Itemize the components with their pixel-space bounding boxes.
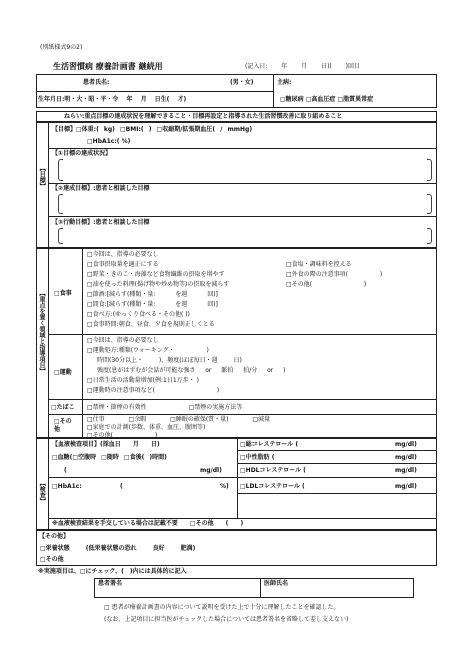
others-etc[interactable]: □その他	[40, 556, 64, 563]
nutrition-status[interactable]: □栄養状態 (低栄養状態の恐れ 良好 肥満)	[40, 545, 196, 552]
form-title: 生活習慣病 療養計画書 継続用	[53, 62, 163, 71]
patient-signature[interactable]: 患者署名	[98, 580, 123, 587]
total-cholesterol[interactable]: □総コレステロール (	[240, 441, 299, 448]
goal-hba1c[interactable]: □HbA1c:( %)	[87, 138, 131, 145]
achieve-status-label: 【①目標の達成状況】	[52, 150, 112, 157]
hba1c-label[interactable]: □HbA1c:	[52, 483, 82, 490]
diet-items	[87, 251, 229, 331]
exercise-item[interactable]: □運動時の注意事項など( )	[87, 387, 220, 394]
blood-test-title: 【血液検査項目】(採血日 月 日)	[52, 441, 160, 448]
diet-item[interactable]: □食事摂取量を適正にする	[87, 261, 159, 268]
goal-targets[interactable]: 【目標】□体重:( kg) □BMI:( ) □収縮期/拡張期血圧( / mmHg)	[52, 126, 253, 133]
total-cholesterol-unit: mg/dl)	[395, 441, 417, 448]
footer-note: ※実施項目は、□にチェック、( )内には具体的に記入	[38, 568, 187, 575]
consent-note: (なお、上記項目に担当医がチェックした場合については患者署名を省略して差し支えない)	[104, 616, 349, 623]
exercise-item[interactable]: □今回は、指導の必要なし	[87, 337, 159, 344]
other-items	[87, 416, 270, 440]
diet-item[interactable]: □油を使った料理(揚げ物や炒め物等)の摂取を減らす	[87, 281, 230, 288]
focus-side-label: 【重点を置く領域と指導項目】	[38, 290, 45, 374]
diet-label[interactable]: □食事	[54, 290, 72, 297]
exercise-item[interactable]: □運動処方:種類(ウォーキング・ )	[87, 347, 209, 354]
triglyceride-unit: mg/dl)	[395, 454, 417, 461]
hba1c-value-open: (	[120, 483, 123, 490]
tests-side-label: 【検査】	[38, 480, 46, 504]
hba1c-unit: %)	[220, 483, 229, 490]
record-date: (記入日: 年 月 日)( )回目	[245, 63, 361, 70]
aim-text: ねらい:重点目標の達成状況を理解できること・目標再設定と指導された生活習慣改善に取り組めること	[64, 113, 343, 120]
other-item[interactable]: □家庭での計測(歩数、体重、血圧、腹囲等)	[87, 424, 206, 431]
diet-item[interactable]: □食べ方:(ゆっくり食べる・その他( ))	[87, 311, 190, 318]
blood-sugar[interactable]: □血糖(□空腹時 □随時 □食後( )時間)	[52, 454, 167, 461]
diet-item[interactable]: □間食:[減らす(種類・量: を週 回)]	[87, 301, 218, 308]
smoking-label[interactable]: □たばこ	[51, 404, 75, 411]
smoking-items[interactable]: □禁煙・節煙の有効性 □禁煙の実施方法等	[87, 404, 243, 411]
achieve-goal-label: 【②達成目標】:患者と相談した目標	[52, 185, 150, 192]
blood-sugar-value-open: (	[64, 467, 67, 474]
other-item[interactable]: □その他( )	[87, 432, 158, 439]
signature-box	[94, 578, 414, 598]
patient-birthdate: 生年月日:明・大・昭・平・令 年 月 日生( 才)	[38, 96, 187, 103]
triglyceride[interactable]: □中性脂肪 (	[240, 454, 275, 461]
patient-sex[interactable]: (男・女)	[230, 79, 254, 86]
blood-test-note[interactable]: ※血液検査結果を手交している場合は記載不要 □その他 ( )	[52, 520, 244, 527]
diet-item[interactable]: □食事時間:朝食、昼食、夕食を規則正しくとる	[87, 321, 215, 328]
hdl-cholesterol-unit: mg/dl)	[395, 467, 417, 474]
diet-item[interactable]: □節酒:[減らす(種類・量: を週 回)]	[87, 291, 218, 298]
diet-item[interactable]: □今回は、指導の必要なし	[87, 251, 159, 258]
diet-item[interactable]: □その他( )	[286, 281, 367, 288]
other-label[interactable]: □その他	[54, 418, 72, 433]
diet-item[interactable]: □食塩・調味料を控える	[286, 261, 352, 268]
form-number: (別紙様式9の2)	[40, 44, 83, 51]
consent-text[interactable]: □ 患者が療養計画書の内容について説明を受けた上で十分に理解したことを確認した。	[104, 604, 340, 611]
other-item[interactable]: □仕事 □余暇 □睡眠の確保(質・量) □減量	[87, 416, 271, 423]
exercise-label[interactable]: □運動	[54, 369, 72, 376]
disease-options[interactable]: □糖尿病 □高血圧症 □脂質異常症	[280, 96, 374, 103]
others-title: 【その他】	[39, 533, 70, 540]
exercise-item[interactable]: 時間(30分以上・ )、頻度(ほぼ毎日・週 日)	[97, 357, 242, 364]
diet-item[interactable]: □外食の際の注意事項( )	[286, 271, 383, 278]
ldl-cholesterol[interactable]: □LDLコレステロール (	[240, 483, 305, 490]
diet-items-right	[286, 261, 382, 291]
exercise-item[interactable]: 強度(息がはずむが会話が可能な強さ or 脈拍 拍/分 or )	[97, 367, 286, 374]
goals-side-label: 【目標】	[38, 165, 46, 189]
disease-label: 主病:	[277, 79, 292, 86]
blood-sugar-unit: mg/dl)	[200, 467, 222, 474]
patient-name-label: 患者氏名:	[83, 79, 110, 86]
doctor-name[interactable]: 医師氏名	[264, 580, 289, 587]
exercise-items	[87, 337, 286, 397]
hdl-cholesterol[interactable]: □HDLコレステロール (	[240, 467, 306, 474]
exercise-item[interactable]: □日常生活の活動量増加(例:1日1万歩・ )	[87, 377, 199, 384]
action-goal-label: 【③行動目標】:患者と相談した目標	[52, 219, 150, 226]
ldl-cholesterol-unit: mg/dl)	[395, 483, 417, 490]
diet-item[interactable]: □野菜・きのこ・海藻など食物繊維の摂取を増やす	[87, 271, 225, 278]
